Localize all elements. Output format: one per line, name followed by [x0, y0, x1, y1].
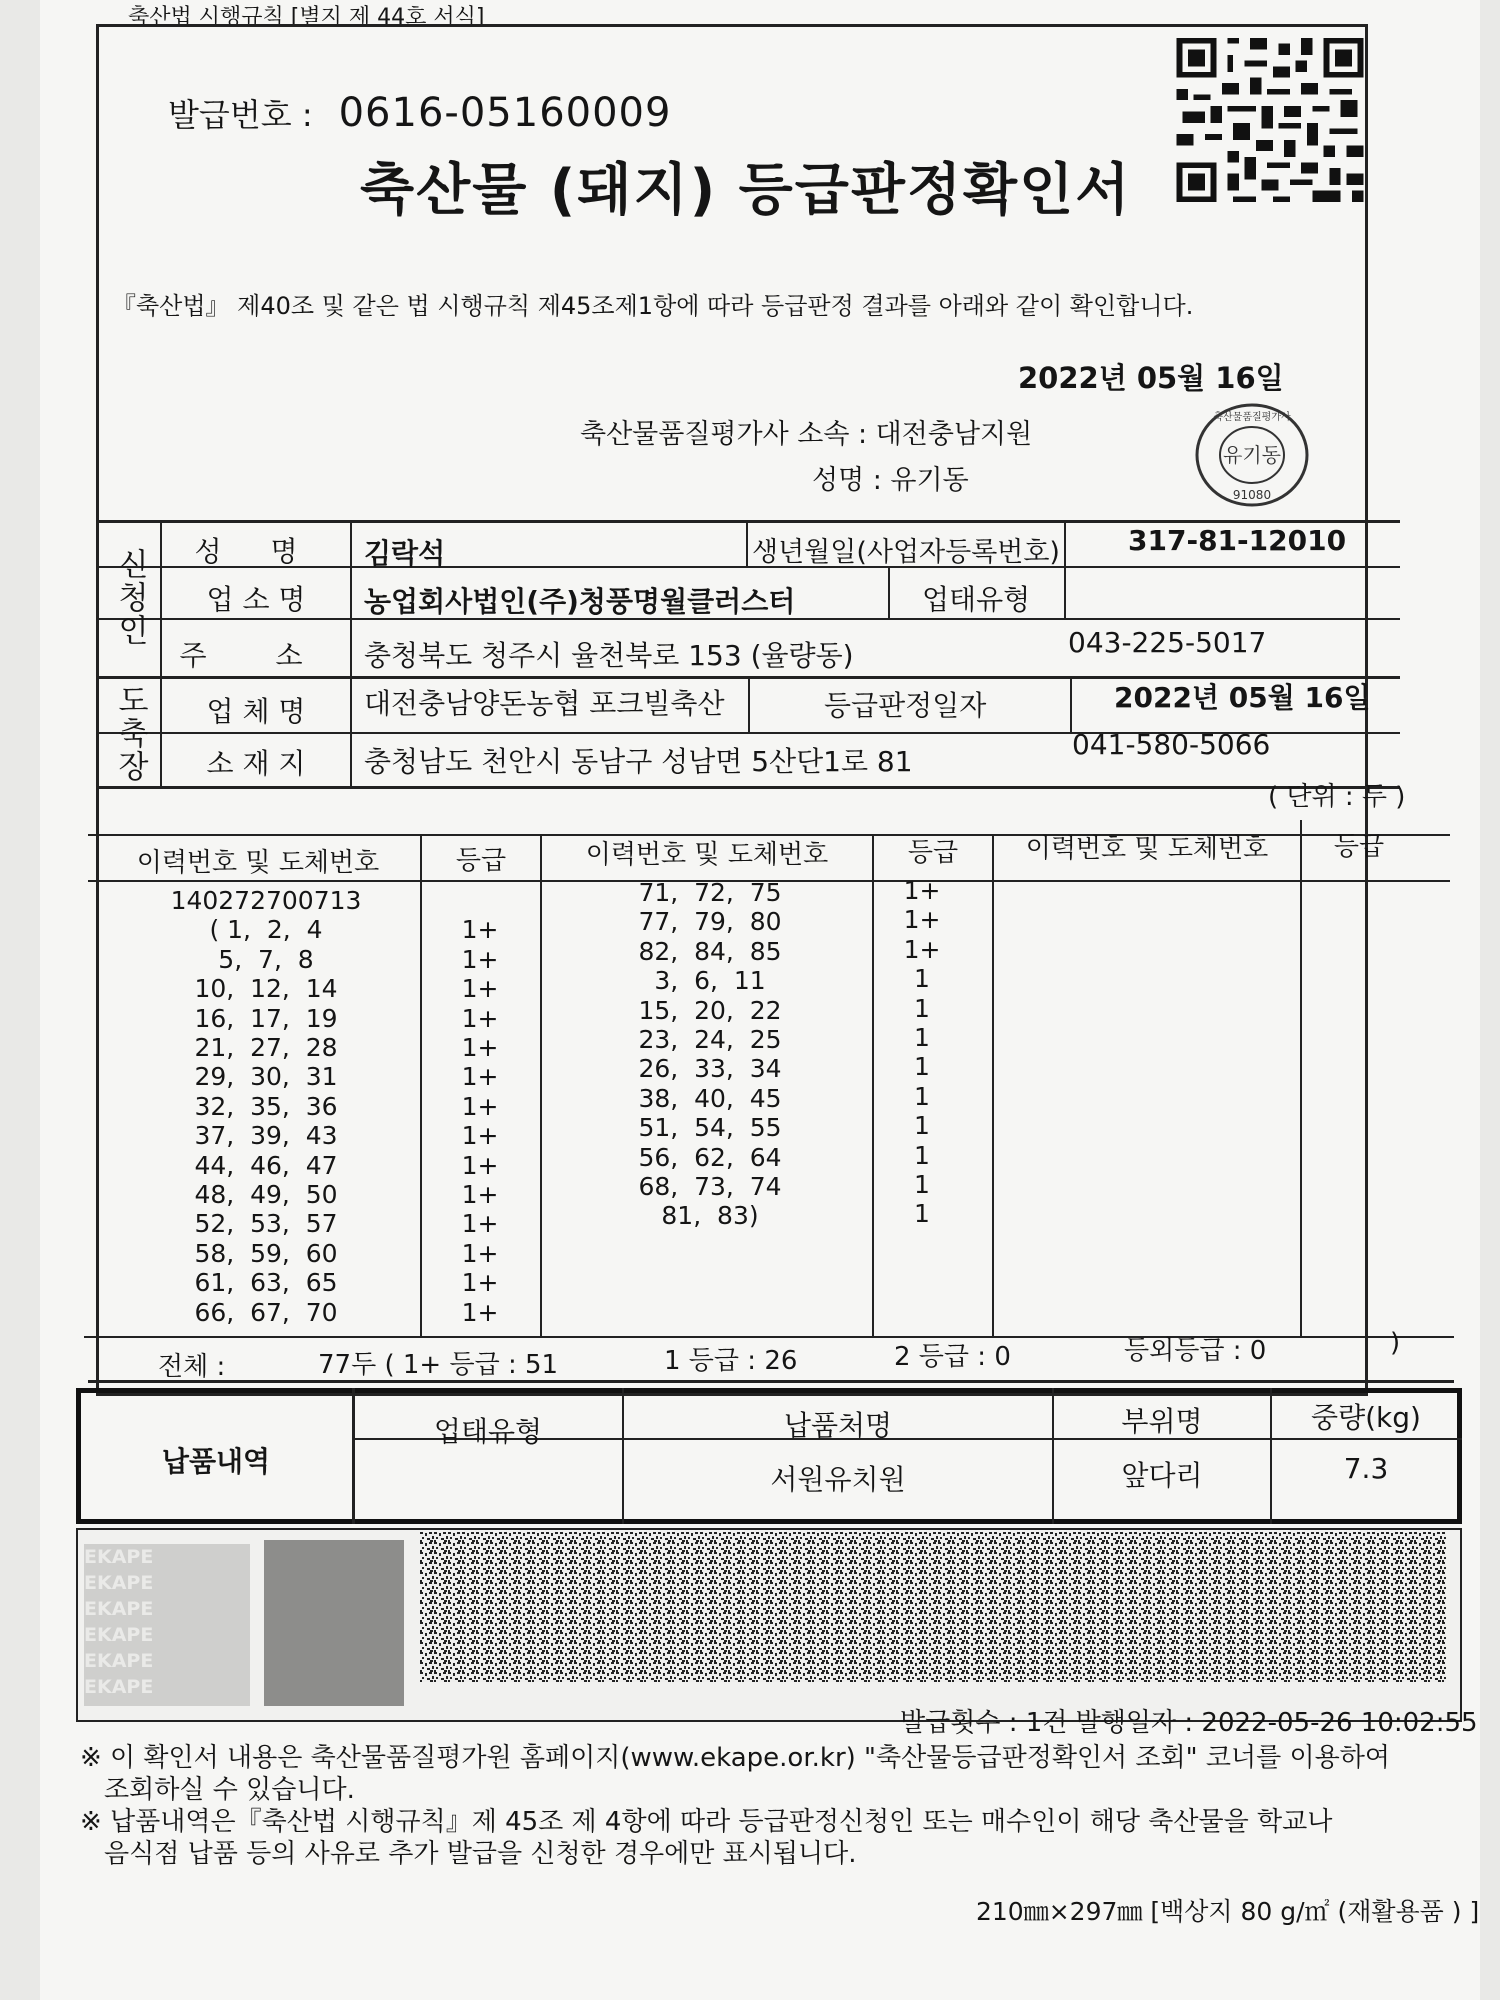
seal-top-text: 축산물품질평가사: [1213, 412, 1291, 423]
grades-col1: 1+ 1+ 1+ 1+ 1+ 1+ 1+ 1+ 1+ 1+ 1+ 1+ 1+ 1+: [461, 915, 499, 1327]
totals-out-of-grade: 등외등급 : 0: [1124, 1336, 1267, 1366]
delivery-weight: 7.3: [1343, 1452, 1389, 1485]
applicant-name-label: 성 명: [194, 535, 318, 568]
table-header: 이력번호 및 도체번호: [585, 840, 829, 870]
table-header: 이력번호 및 도체번호: [136, 848, 380, 878]
hologram-seal: [264, 1540, 404, 1706]
rule: [160, 520, 162, 788]
note-line: 음식점 납품 등의 사유로 추가 발급을 신청한 경우에만 표시됩니다.: [104, 1839, 857, 1869]
business-name-label: 업 소 명: [206, 583, 306, 616]
delivery-header: 부위명: [1121, 1405, 1203, 1438]
intro-statement: 『축산법』 제40조 및 같은 법 시행규칙 제45조제1항에 따라 등급판정 결과를 아래와 같이 확인합니다.: [112, 292, 1194, 320]
issue-number: 발급번호 : 0616-05160009: [168, 90, 672, 136]
rule: [888, 566, 890, 620]
rule: [352, 1388, 355, 1524]
totals-label: 전체 :: [158, 1352, 226, 1382]
rule: [96, 786, 1400, 789]
applicant-section-label: 신청인: [112, 548, 148, 647]
qr-code-icon: [1176, 38, 1364, 202]
grader-affiliation: 축산물품질평가사 소속 : 대전충남지원: [580, 419, 1033, 450]
table-header: 등급: [907, 838, 959, 868]
slaughterhouse-name-label: 업 체 명: [206, 695, 306, 728]
applicant-name: 김락석: [364, 537, 446, 570]
birth-label: 생년월일(사업자등록번호): [752, 537, 1060, 568]
grading-date-label: 등급판정일자: [824, 689, 987, 722]
unit-note: ( 단위 : 두 ): [1268, 782, 1406, 812]
business-type-label: 업태유형: [922, 583, 1031, 616]
seal-number-text: 91080: [1232, 488, 1272, 502]
slaughterhouse-section-label: 도축장: [112, 684, 148, 783]
delivery-label: 납품내역: [161, 1445, 271, 1478]
rule: [96, 520, 1400, 523]
location-label: 소 재 지: [206, 747, 306, 780]
document-title: 축산물 (돼지) 등급판정확인서: [360, 158, 1132, 223]
issuance-info: 발급횟수 : 1건 발행일자 : 2022-05-26 10:02:55: [900, 1708, 1478, 1738]
rule: [622, 1388, 624, 1524]
table-header: 등급: [1333, 832, 1385, 862]
rule: [1070, 676, 1072, 732]
rule: [88, 1380, 1454, 1383]
rule: [350, 520, 352, 788]
rule: [748, 676, 750, 732]
grading-date: 2022년 05월 16일: [1114, 681, 1371, 714]
applicant-phone: 043-225-5017: [1068, 626, 1267, 659]
delivery-recipient: 서원유치원: [770, 1463, 906, 1496]
security-barcode: [420, 1532, 1446, 1682]
rule: [746, 520, 748, 568]
slaughterhouse-phone: 041-580-5066: [1072, 728, 1271, 761]
note-line: ※ 이 확인서 내용은 축산물품질평가원 홈페이지(www.ekape.or.kr) "축산물등급판정확인서 조회" 코너를 이용하여: [80, 1743, 1390, 1773]
rule: [1052, 1388, 1054, 1524]
delivery-header: 업태유형: [433, 1415, 543, 1448]
rule: [1064, 520, 1066, 568]
carcass-numbers-col2: 71, 72, 75 77, 79, 80 82, 84, 85 3, 6, 11 15, 20, 22 23, 24, 25 26, 33, 34 38, 40, 45 51, 54, 55 56, 62, 64 68, 73, 74 81, 83): [638, 878, 782, 1231]
rule: [992, 834, 994, 1336]
table-header: 등급: [455, 846, 507, 876]
form-reference: 축산법 시행규칙 [별지 제 44호 서식]: [128, 5, 485, 30]
slaughterhouse-address: 충청남도 천안시 동남구 성남면 5산단1로 81: [364, 745, 913, 778]
official-seal: [1192, 400, 1312, 510]
delivery-header: 중량(kg): [1311, 1401, 1421, 1434]
address-label: 주 소: [179, 639, 333, 672]
rule: [420, 834, 422, 1336]
rule: [872, 834, 874, 1336]
paper-spec: 210㎜×297㎜ [백상지 80 g/㎡ (재활용품 ) ]: [976, 1897, 1480, 1926]
note-line: ※ 납품내역은『축산법 시행규칙』제 45조 제 4항에 따라 등급판정신청인 또는 매수인이 해당 축산물을 학교나: [80, 1807, 1333, 1837]
applicant-address: 충청북도 청주시 율천북로 153 (율량동): [364, 639, 854, 672]
notes: [80, 1742, 1390, 1870]
business-registration-number: 317-81-12010: [1128, 524, 1347, 557]
totals-grade1: 1 등급 : 26: [664, 1346, 798, 1376]
issue-date: 2022년 05월 16일: [1018, 361, 1284, 395]
delivery-cut: 앞다리: [1121, 1459, 1203, 1492]
rule: [1064, 566, 1066, 620]
rule: [540, 834, 542, 1336]
note-line: 조회하실 수 있습니다.: [104, 1775, 355, 1805]
totals-all: 77두 ( 1+ 등급 : 51: [318, 1350, 559, 1380]
slaughterhouse-name: 대전충남양돈농협 포크빌축산: [364, 687, 725, 720]
table-header: 이력번호 및 도체번호: [1025, 834, 1269, 864]
seal-name-text: 유기동: [1223, 443, 1281, 467]
totals-grade2: 2 등급 : 0: [894, 1342, 1011, 1372]
watermark-pattern: EKAPE EKAPE EKAPE EKAPE EKAPE EKAPE: [84, 1544, 250, 1706]
totals-close: ): [1390, 1328, 1401, 1358]
grader-name: 성명 : 유기동: [812, 465, 969, 496]
rule: [1270, 1388, 1272, 1524]
grades-col2: 1+ 1+ 1+ 1 1 1 1 1 1 1 1 1: [903, 876, 941, 1229]
carcass-numbers-col1: 140272700713 ( 1, 2, 4 5, 7, 8 10, 12, 14 16, 17, 19 21, 27, 28 29, 30, 31 32, 35, 36 37, 39, 43 44, 46, 47 48, 49, 50 52, 53, 57 58, 59, 60 61, 63, 65 66, 67, 70: [170, 886, 362, 1327]
delivery-header: 납품처명: [783, 1409, 893, 1442]
rule: [1300, 820, 1302, 1336]
business-name: 농업회사법인(주)청풍명월클러스터: [364, 585, 796, 618]
